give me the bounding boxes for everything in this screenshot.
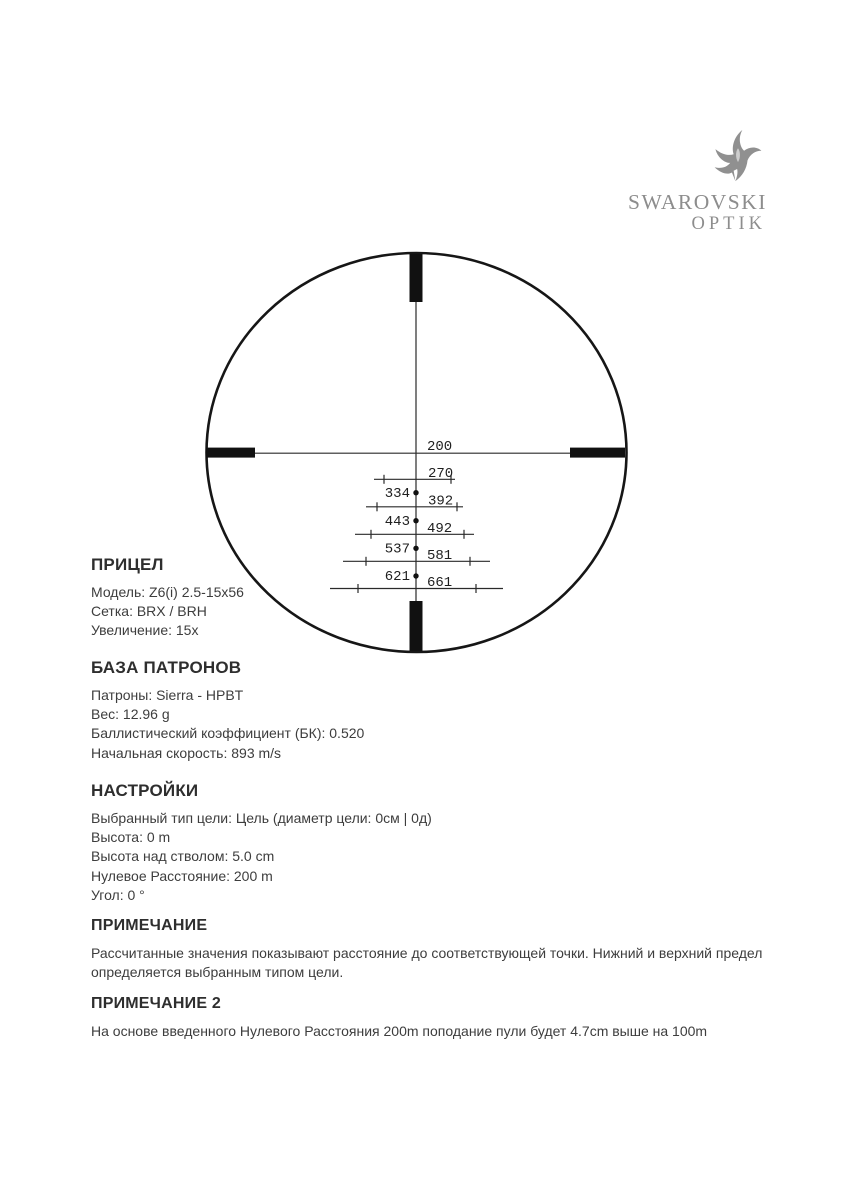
ammo-ballistic-coefficient: Баллистический коэффициент (БК): 0.520 (91, 725, 365, 742)
section-note-1 (91, 917, 791, 982)
section-scope (91, 555, 791, 641)
section-note-2-heading: ПРИМЕЧАНИЕ 2 (91, 995, 221, 1012)
reticle-left-post (206, 448, 255, 458)
ammo-cartridge: Патроны: Sierra - HPBT (91, 687, 244, 703)
section-settings (91, 781, 791, 905)
dot-label-334: 334 (384, 486, 410, 502)
bar-label-661: 661 (427, 575, 453, 591)
zero-distance-label: 200 (427, 439, 453, 455)
bar-label-392: 392 (428, 493, 454, 510)
hawk-icon (712, 126, 764, 186)
settings-target-type: Выбранный тип цели: Цель (диаметр цели: 0см | 0д) (91, 810, 432, 826)
ammo-weight: Вес: 12.96 g (91, 706, 170, 723)
settings-zero-range: Нулевое Расстояние: 200 m (91, 867, 273, 884)
reticle-right-post (570, 448, 625, 458)
ammo-muzzle-velocity: Начальная скорость: 893 m/s (91, 744, 282, 761)
holdover-dot-443 (413, 518, 418, 523)
dot-label-621: 621 (384, 569, 410, 585)
holdover-dot-334 (413, 490, 418, 495)
section-ammo (91, 658, 791, 763)
holdover-dot-537 (413, 546, 418, 551)
bar-label-492: 492 (427, 521, 453, 537)
dot-label-537: 537 (384, 541, 410, 558)
bar-label-270: 270 (428, 466, 454, 482)
reticle-top-post (410, 254, 423, 302)
settings-altitude: Высота: 0 m (91, 829, 171, 846)
brand-subname: OPTIK (691, 213, 766, 234)
note-2-body: На основе введенного Нулевого Расстояния 200m поподание пули будет 4.7cm выше на 100m (91, 1023, 708, 1039)
section-note-1-heading: ПРИМЕЧАНИЕ (91, 917, 208, 934)
settings-angle: Угол: 0 ° (91, 886, 145, 903)
swarovski-optik-logo (628, 126, 766, 235)
settings-sight-height: Высота над стволом: 5.0 cm (91, 848, 275, 865)
note-1-body: Рассчитанные значения показывают расстояние до соответствующей точки. Нижний и верхний предел определяется выбранным типом цели. (91, 945, 763, 981)
section-settings-heading: НАСТРОЙКИ (91, 781, 199, 800)
brand-name: SWAROVSKI (628, 190, 767, 214)
section-ammo-heading: БАЗА ПАТРОНОВ (91, 658, 242, 677)
scope-reticle: Сетка: BRX / BRH (91, 603, 207, 620)
section-scope-heading: ПРИЦЕЛ (91, 555, 164, 574)
scope-model: Модель: Z6(i) 2.5-15x56 (91, 584, 244, 600)
bar-label-581: 581 (427, 548, 453, 564)
dot-label-443: 443 (384, 514, 410, 530)
section-note-2 (91, 995, 791, 1041)
scope-magnification: Увеличение: 15x (91, 622, 199, 639)
